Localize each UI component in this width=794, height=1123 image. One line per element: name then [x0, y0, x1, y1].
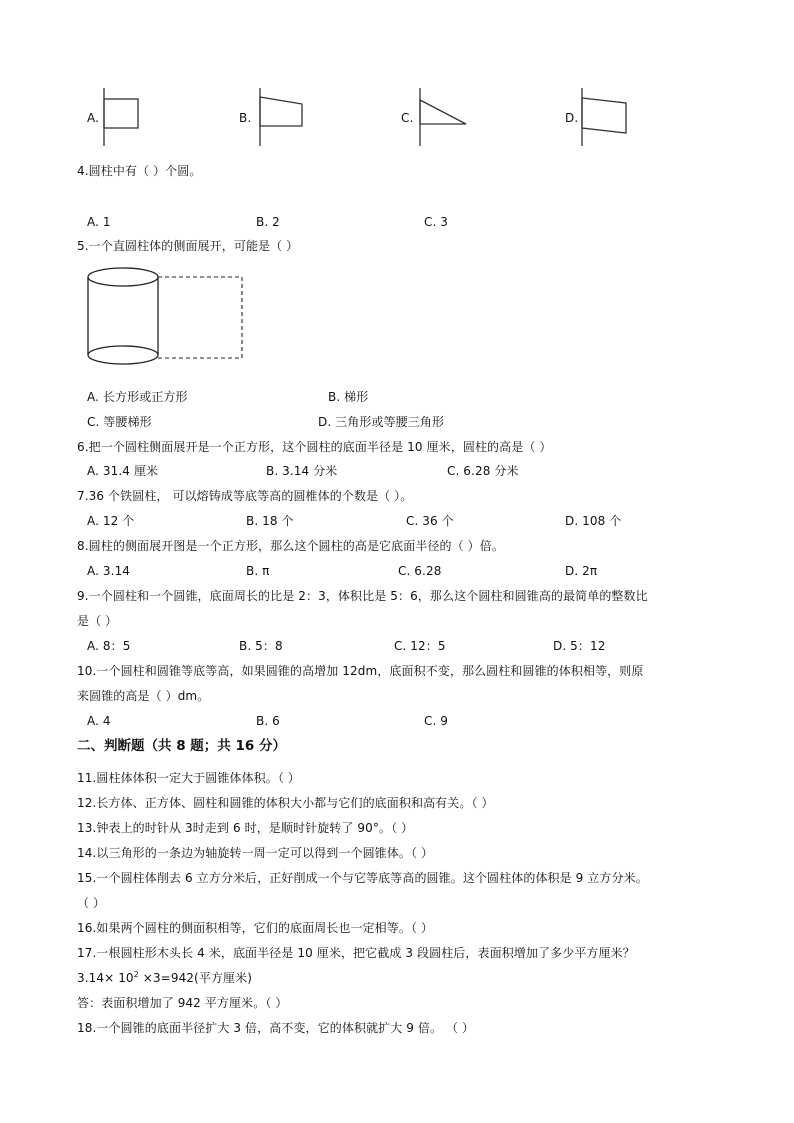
q15-line2: （ ）	[77, 896, 106, 910]
q14: 14.以三角形的一条边为轴旋转一周一定可以得到一个圆锥体。（ ）	[77, 846, 434, 860]
q6-option-a: A. 31.4 厘米	[87, 464, 159, 478]
q8-option-d: D. 2π	[565, 564, 598, 578]
q8-option-c: C. 6.28	[398, 564, 442, 578]
q6-option-b: B. 3.14 分米	[266, 464, 338, 478]
q4-option-b: B. 2	[256, 215, 280, 229]
q17-answer: 答：表面积增加了 942 平方厘米。（ ）	[77, 996, 288, 1010]
q3-option-a-label: A.	[87, 111, 100, 125]
q8-stem: 8.圆柱的侧面展开图是一个正方形，那么这个圆柱的高是它底面半径的（ ）倍。	[77, 539, 504, 553]
q3-option-b-figure	[256, 88, 306, 148]
q10-option-b: B. 6	[256, 714, 280, 728]
q7-stem: 7.36 个铁圆柱， 可以熔铸成等底等高的圆椎体的个数是（ ）。	[77, 489, 413, 503]
q10-stem-line2: 来圆锥的高是（ ）dm。	[77, 689, 210, 703]
q8-option-b: B. π	[246, 564, 270, 578]
q11: 11.圆柱体体积一定大于圆锥体体积。（ ）	[77, 771, 300, 785]
q9-option-b: B. 5：8	[239, 639, 283, 653]
q7-option-a: A. 12 个	[87, 514, 135, 528]
q7-option-d: D. 108 个	[565, 514, 622, 528]
q12: 12.长方体、正方体、圆柱和圆锥的体积大小都与它们的底面积和高有关。（ ）	[77, 796, 494, 810]
q7-option-c: C. 36 个	[406, 514, 454, 528]
q10-option-a: A. 4	[87, 714, 111, 728]
q17-line1: 17.一根圆柱形木头长 4 米，底面半径是 10 厘米，把它截成 3 段圆柱后，表面积增加了多少平方厘米？	[77, 946, 635, 960]
q9-stem-line1: 9.一个圆柱和一个圆锥，底面周长的比是 2：3，体积比是 5：6，那么这个圆柱和圆锥高的最简单的整数比	[77, 589, 648, 603]
q9-option-c: C. 12：5	[394, 639, 446, 653]
section-heading: 二、判断题（共 8 题；共 16 分）	[77, 738, 286, 754]
q17-calc-part1: 3.14× 10	[77, 971, 134, 985]
q5-option-d: D. 三角形或等腰三角形	[318, 415, 445, 429]
q9-stem-line2: 是（ ）	[77, 614, 118, 628]
q5-option-b: B. 梯形	[328, 390, 369, 404]
q6-stem: 6.把一个圆柱侧面展开是一个正方形，这个圆柱的底面半径是 10 厘米，圆柱的高是（ ）	[77, 440, 552, 454]
q17-calc-part2: ×3=942(平方厘米)	[138, 971, 253, 985]
q5-cylinder-figure	[84, 264, 254, 368]
q3-option-c-figure	[416, 88, 470, 148]
q13: 13.钟表上的时针从 3时走到 6 时，是顺时针旋转了 90°。（ ）	[77, 821, 414, 835]
q9-option-a: A. 8：5	[87, 639, 131, 653]
q3-option-a-figure	[100, 88, 144, 148]
q5-option-a: A. 长方形或正方形	[87, 390, 188, 404]
q9-option-d: D. 5：12	[553, 639, 606, 653]
q3-option-d-label: D.	[565, 111, 579, 125]
q10-option-c: C. 9	[424, 714, 449, 728]
q7-option-b: B. 18 个	[246, 514, 294, 528]
q5-option-c: C. 等腰梯形	[87, 415, 152, 429]
q15-line1: 15.一个圆柱体削去 6 立方分米后，正好削成一个与它等底等高的圆锥。这个圆柱体的体积是 9 立方分米。	[77, 871, 648, 885]
q4-stem: 4.圆柱中有（ ）个圆。	[77, 164, 202, 178]
q3-option-d-figure	[578, 88, 632, 148]
q10-stem-line1: 10.一个圆柱和圆锥等底等高，如果圆锥的高增加 12dm，底面积不变，那么圆柱和圆锥的体积相等，则原	[77, 664, 644, 678]
q5-stem: 5.一个直圆柱体的侧面展开，可能是（ ）	[77, 239, 299, 253]
q4-option-a: A. 1	[87, 215, 111, 229]
q6-option-c: C. 6.28 分米	[447, 464, 519, 478]
q17-calculation	[77, 970, 252, 986]
q3-option-c-label: C.	[401, 111, 414, 125]
q18: 18.一个圆锥的底面半径扩大 3 倍，高不变，它的体积就扩大 9 倍。 （ ）	[77, 1021, 475, 1035]
q17-calc-exponent: 2	[133, 970, 139, 979]
q16: 16.如果两个圆柱的侧面积相等，它们的底面周长也一定相等。（ ）	[77, 921, 434, 935]
q3-option-b-label: B.	[239, 111, 252, 125]
q4-option-c: C. 3	[424, 215, 449, 229]
q8-option-a: A. 3.14	[87, 564, 131, 578]
